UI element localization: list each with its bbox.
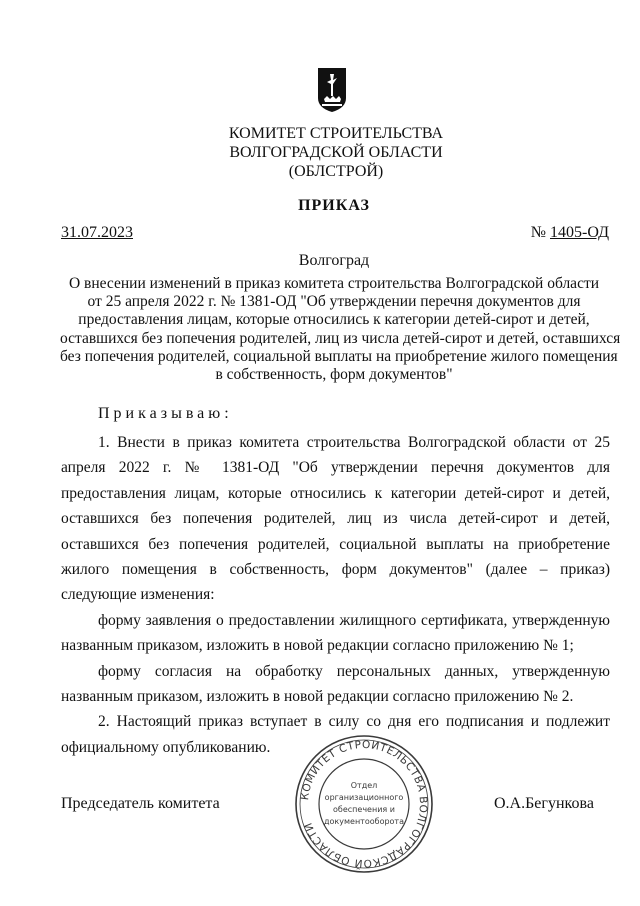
stamp-ring-text: КОМИТЕТ СТРОИТЕЛЬСТВА ВОЛГОГРАДСКОЙ ОБЛАСТИ	[299, 738, 430, 870]
subject-line: в собственность, форм документов"	[215, 366, 453, 384]
subject-line: оставшихся без попечения родителей, лиц из числа детей-сирот и детей, оставшихся	[60, 329, 621, 347]
official-stamp	[293, 733, 435, 875]
order-body	[61, 430, 610, 760]
header-line-3: (ОБЛСТРОЙ)	[288, 163, 384, 180]
volgograd-emblem-icon	[316, 66, 348, 114]
stamp-center-line: организационного	[324, 793, 404, 802]
order-subject	[60, 275, 621, 384]
order-date: 31.07.2023	[61, 224, 133, 241]
header-line-1: КОМИТЕТ СТРОИТЕЛЬСТВА	[228, 125, 444, 142]
header-line-2: ВОЛГОГРАДСКОЙ ОБЛАСТИ	[229, 144, 443, 161]
subject-line: от 25 апреля 2022 г. № 1381-ОД "Об утверждении перечня документов для	[87, 293, 581, 311]
stamp-center-line: Отдел	[350, 781, 378, 790]
order-directive: Приказываю:	[98, 405, 233, 422]
order-number-value: 1405-ОД	[550, 224, 609, 241]
stamp-center-line: документооборота	[324, 817, 404, 826]
signer-name: О.А.Бегункова	[494, 795, 594, 812]
order-number-prefix: №	[530, 224, 550, 241]
document-title: ПРИКАЗ	[298, 197, 370, 214]
body-paragraph-1: 1. Внести в приказ комитета строительства Волгоградской области от 25 апреля 2022 г. № 1381-ОД "Об утверждении перечня документов для предоставления лицам, которые относились к категории детей-сирот и детей, оставшихся без попечения родителей, лиц из числа детей-сирот и детей, оставшихся без попечения родителей, социальной выплаты на приобретение жилого помещения в собственность, форм документов" (далее – приказ) следующие изменения:	[61, 434, 610, 604]
body-paragraph-2: форму заявления о предоставлении жилищного сертификата, утвержденную названным приказом, изложить в новой редакции согласно приложению № 1;	[61, 611, 610, 655]
subject-line: О внесении изменений в приказ комитета строительства Волгоградской области	[68, 275, 600, 292]
body-paragraph-4: 2. Настоящий приказ вступает в силу со дня его подписания и подлежит официальному опубликованию.	[61, 713, 610, 756]
body-paragraph-3: форму согласия на обработку персональных данных, утвержденную названным приказом, изложить в новой редакции согласно приложению № 2.	[61, 662, 610, 706]
organization-header	[0, 124, 640, 181]
subject-line: без попечения родителей, социальной выплаты на приобретение жилого помещения	[60, 347, 618, 365]
order-city: Волгоград	[298, 252, 370, 269]
order-number	[531, 224, 609, 242]
stamp-center-line: обеспечения и	[333, 805, 395, 814]
signer-title: Председатель комитета	[61, 795, 220, 812]
subject-line: предоставления лицам, которые относились к категории детей-сирот и детей,	[78, 311, 590, 329]
